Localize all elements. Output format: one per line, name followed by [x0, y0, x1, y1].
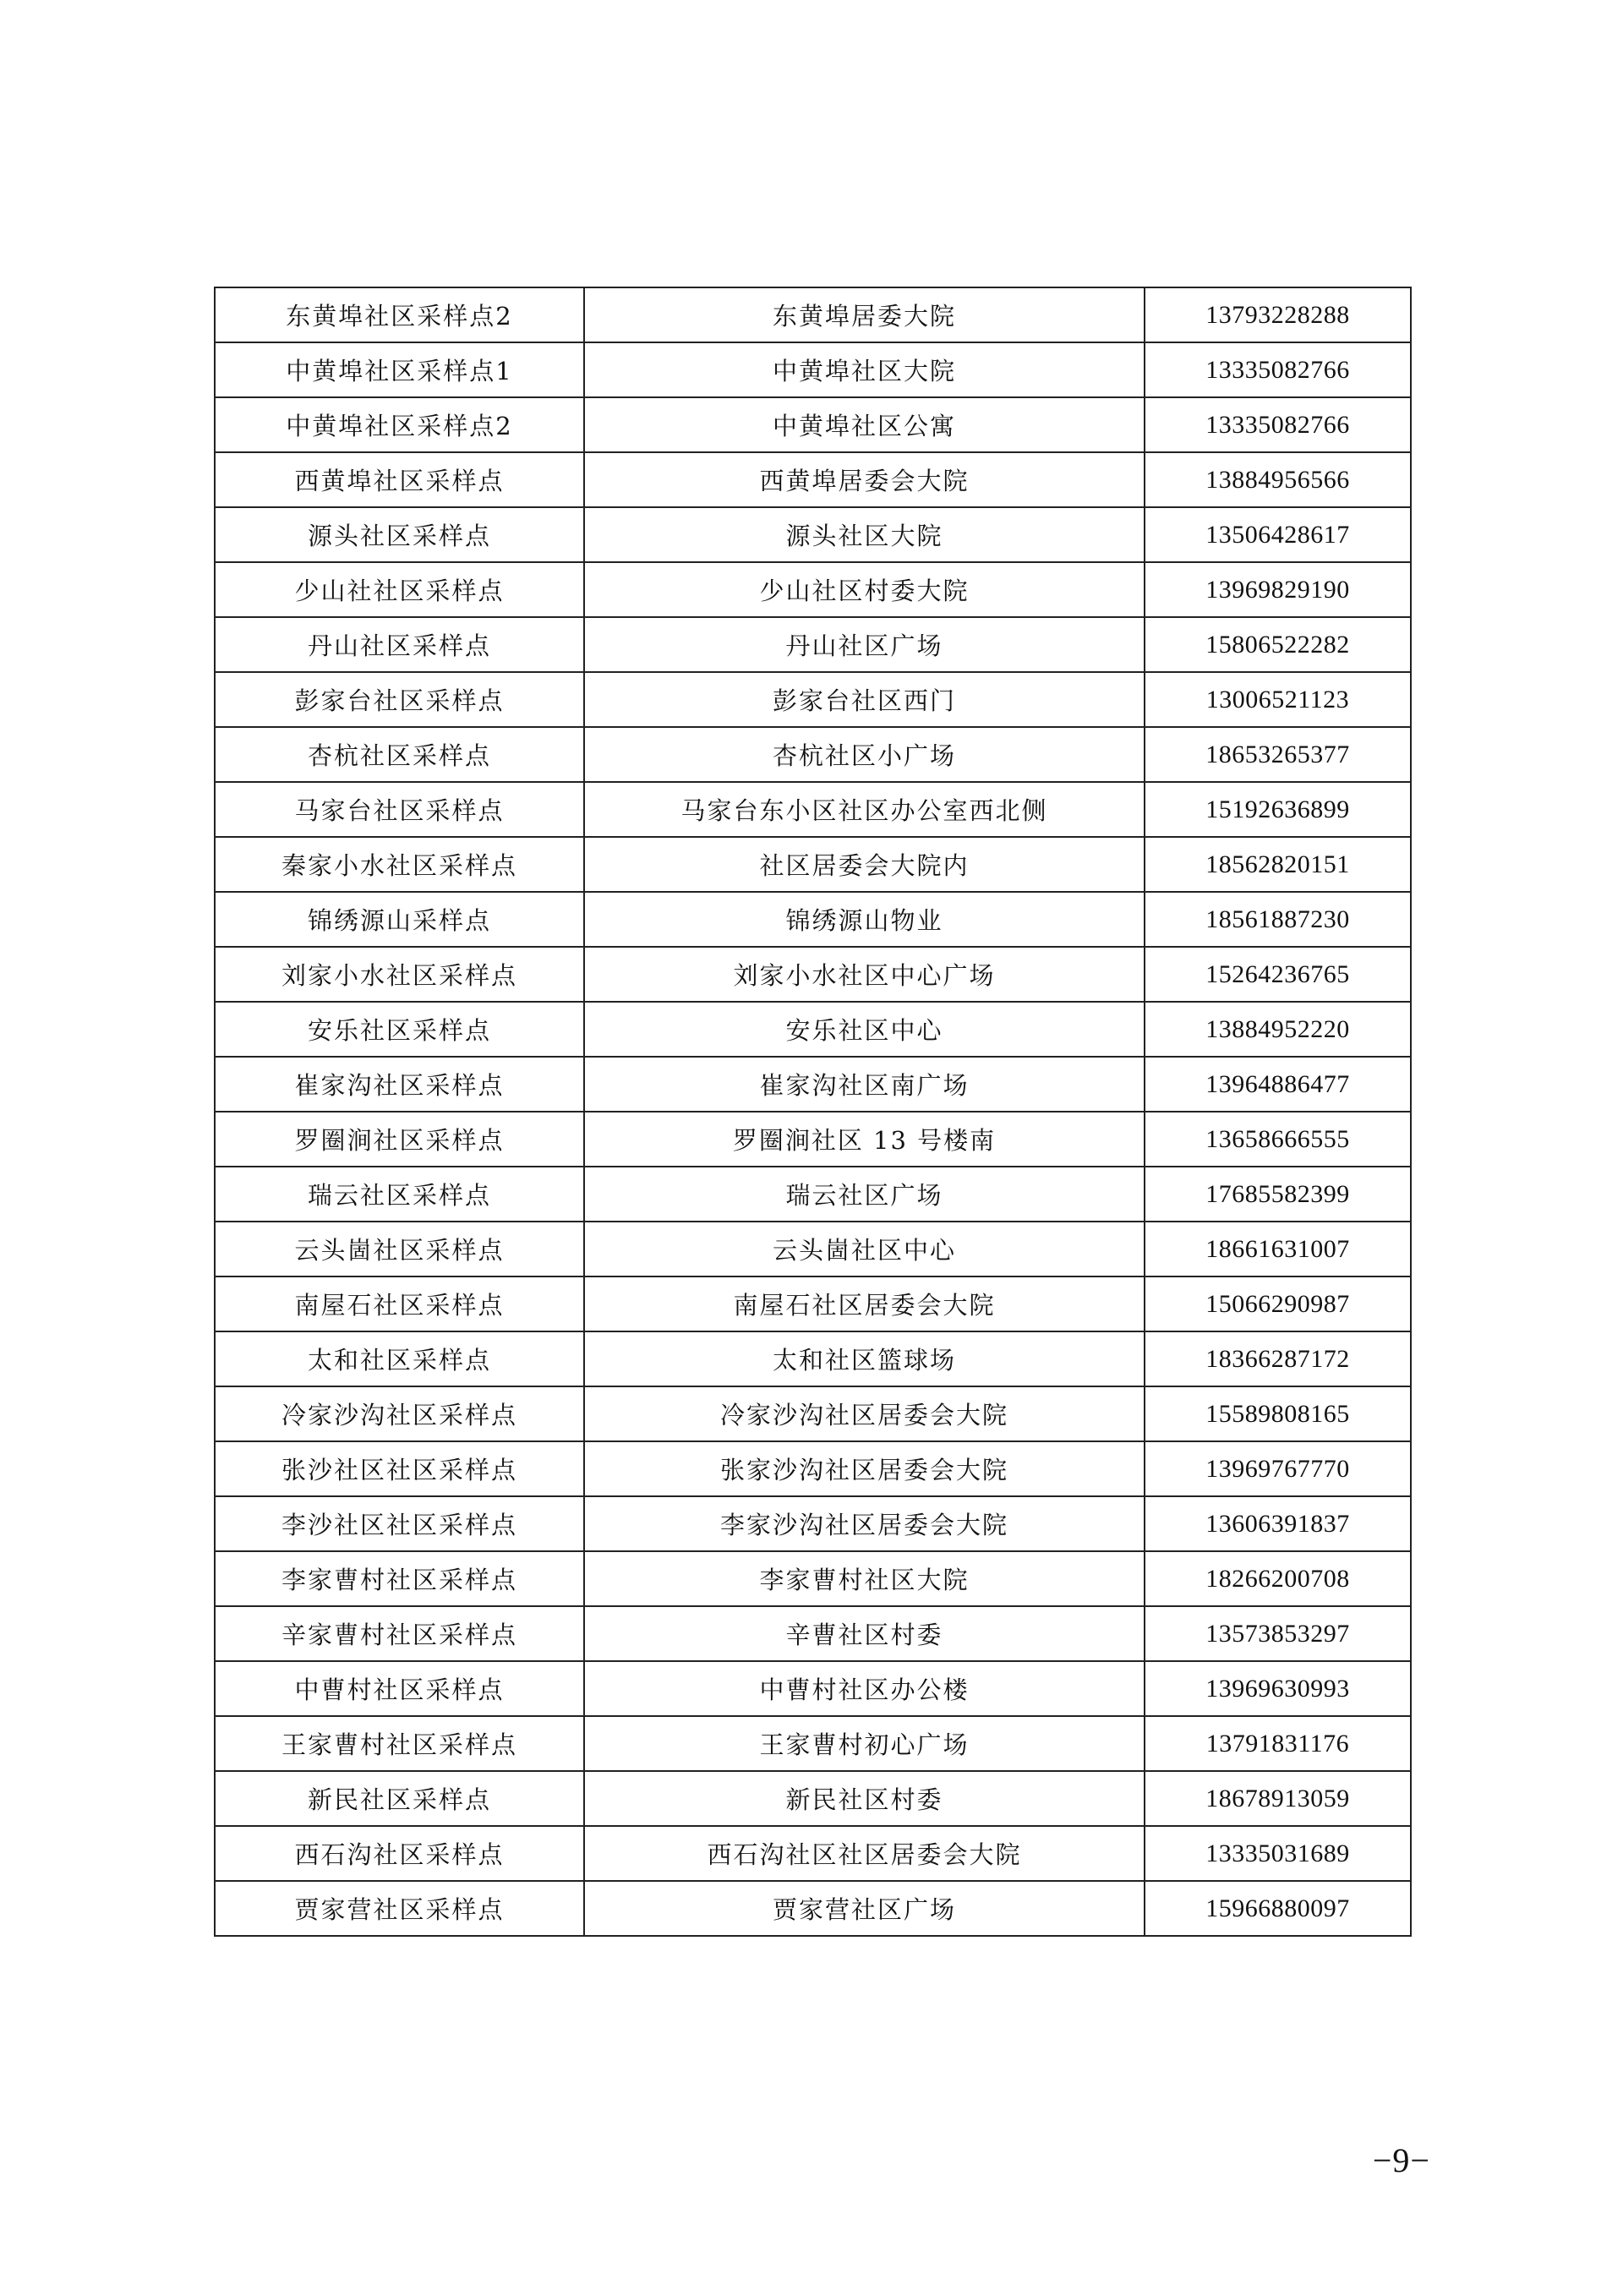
- site-name-cell: 李沙社区社区采样点: [215, 1496, 584, 1551]
- table-row: [215, 727, 1411, 782]
- site-name-cell: 崔家沟社区采样点: [215, 1057, 584, 1112]
- site-name-cell: 南屋石社区采样点: [215, 1276, 584, 1331]
- table-row: [215, 1057, 1411, 1112]
- phone-cell: 18653265377: [1145, 727, 1411, 782]
- site-name-cell: 罗圈涧社区采样点: [215, 1112, 584, 1167]
- phone-cell: 18562820151: [1145, 837, 1411, 892]
- site-name-cell: 新民社区采样点: [215, 1771, 584, 1826]
- table-row: [215, 1661, 1411, 1716]
- phone-cell: 13573853297: [1145, 1606, 1411, 1661]
- table-row: [215, 507, 1411, 562]
- phone-cell: 13506428617: [1145, 507, 1411, 562]
- table-row: [215, 1606, 1411, 1661]
- phone-cell: 18661631007: [1145, 1222, 1411, 1276]
- site-name-cell: 云头崮社区采样点: [215, 1222, 584, 1276]
- site-name-cell: 丹山社区采样点: [215, 617, 584, 672]
- location-cell: 东黄埠居委大院: [584, 287, 1145, 342]
- table-row: [215, 1222, 1411, 1276]
- phone-cell: 18678913059: [1145, 1771, 1411, 1826]
- phone-cell: 13606391837: [1145, 1496, 1411, 1551]
- location-cell: 崔家沟社区南广场: [584, 1057, 1145, 1112]
- table-row: [215, 287, 1411, 342]
- sampling-sites-table: [214, 287, 1412, 1937]
- location-cell: 丹山社区广场: [584, 617, 1145, 672]
- site-name-cell: 安乐社区采样点: [215, 1002, 584, 1057]
- location-cell: 南屋石社区居委会大院: [584, 1276, 1145, 1331]
- table-row: [215, 947, 1411, 1002]
- phone-cell: 18366287172: [1145, 1331, 1411, 1386]
- site-name-cell: 刘家小水社区采样点: [215, 947, 584, 1002]
- location-cell: 源头社区大院: [584, 507, 1145, 562]
- table-row: [215, 1331, 1411, 1386]
- location-cell: 马家台东小区社区办公室西北侧: [584, 782, 1145, 837]
- site-name-cell: 西黄埠社区采样点: [215, 452, 584, 507]
- location-cell: 刘家小水社区中心广场: [584, 947, 1145, 1002]
- site-name-cell: 秦家小水社区采样点: [215, 837, 584, 892]
- phone-cell: 13793228288: [1145, 287, 1411, 342]
- table-row: [215, 562, 1411, 617]
- site-name-cell: 张沙社区社区采样点: [215, 1441, 584, 1496]
- phone-cell: 18561887230: [1145, 892, 1411, 947]
- phone-cell: 15066290987: [1145, 1276, 1411, 1331]
- location-cell: 少山社区村委大院: [584, 562, 1145, 617]
- phone-cell: 15589808165: [1145, 1386, 1411, 1441]
- phone-cell: 13969829190: [1145, 562, 1411, 617]
- phone-cell: 13884956566: [1145, 452, 1411, 507]
- phone-cell: 15264236765: [1145, 947, 1411, 1002]
- location-cell: 太和社区篮球场: [584, 1331, 1145, 1386]
- table-row: [215, 1386, 1411, 1441]
- table-row: [215, 1112, 1411, 1167]
- site-name-cell: 锦绣源山采样点: [215, 892, 584, 947]
- phone-cell: 13884952220: [1145, 1002, 1411, 1057]
- table-row: [215, 1716, 1411, 1771]
- site-name-cell: 源头社区采样点: [215, 507, 584, 562]
- phone-cell: 17685582399: [1145, 1167, 1411, 1222]
- location-cell: 新民社区村委: [584, 1771, 1145, 1826]
- location-cell: 安乐社区中心: [584, 1002, 1145, 1057]
- phone-cell: 13335082766: [1145, 342, 1411, 397]
- location-cell: 杏杭社区小广场: [584, 727, 1145, 782]
- location-cell: 瑞云社区广场: [584, 1167, 1145, 1222]
- table-row: [215, 617, 1411, 672]
- site-name-cell: 中曹村社区采样点: [215, 1661, 584, 1716]
- location-cell: 冷家沙沟社区居委会大院: [584, 1386, 1145, 1441]
- location-cell: 李家沙沟社区居委会大院: [584, 1496, 1145, 1551]
- location-cell: 中黄埠社区大院: [584, 342, 1145, 397]
- site-name-cell: 马家台社区采样点: [215, 782, 584, 837]
- site-name-cell: 冷家沙沟社区采样点: [215, 1386, 584, 1441]
- site-name-cell: 李家曹村社区采样点: [215, 1551, 584, 1606]
- location-cell: 张家沙沟社区居委会大院: [584, 1441, 1145, 1496]
- table-body: [215, 287, 1411, 1936]
- table-row: [215, 1276, 1411, 1331]
- phone-cell: 13335031689: [1145, 1826, 1411, 1881]
- table-row: [215, 782, 1411, 837]
- location-cell: 辛曹社区村委: [584, 1606, 1145, 1661]
- table-row: [215, 452, 1411, 507]
- table-row: [215, 1167, 1411, 1222]
- phone-cell: 15192636899: [1145, 782, 1411, 837]
- site-name-cell: 贾家营社区采样点: [215, 1881, 584, 1936]
- location-cell: 贾家营社区广场: [584, 1881, 1145, 1936]
- location-cell: 中黄埠社区公寓: [584, 397, 1145, 452]
- site-name-cell: 彭家台社区采样点: [215, 672, 584, 727]
- phone-cell: 13964886477: [1145, 1057, 1411, 1112]
- phone-cell: 13006521123: [1145, 672, 1411, 727]
- site-name-cell: 少山社社区采样点: [215, 562, 584, 617]
- location-cell: 罗圈涧社区 13 号楼南: [584, 1112, 1145, 1167]
- table-row: [215, 837, 1411, 892]
- location-cell: 王家曹村初心广场: [584, 1716, 1145, 1771]
- site-name-cell: 东黄埠社区采样点2: [215, 287, 584, 342]
- location-cell: 中曹村社区办公楼: [584, 1661, 1145, 1716]
- site-name-cell: 瑞云社区采样点: [215, 1167, 584, 1222]
- location-cell: 社区居委会大院内: [584, 837, 1145, 892]
- phone-cell: 13791831176: [1145, 1716, 1411, 1771]
- phone-cell: 18266200708: [1145, 1551, 1411, 1606]
- location-cell: 李家曹村社区大院: [584, 1551, 1145, 1606]
- site-name-cell: 辛家曹村社区采样点: [215, 1606, 584, 1661]
- location-cell: 锦绣源山物业: [584, 892, 1145, 947]
- table-row: [215, 892, 1411, 947]
- phone-cell: 15966880097: [1145, 1881, 1411, 1936]
- phone-cell: 13658666555: [1145, 1112, 1411, 1167]
- phone-cell: 13969767770: [1145, 1441, 1411, 1496]
- site-name-cell: 中黄埠社区采样点1: [215, 342, 584, 397]
- table-row: [215, 397, 1411, 452]
- table-row: [215, 1551, 1411, 1606]
- site-name-cell: 王家曹村社区采样点: [215, 1716, 584, 1771]
- table-row: [215, 342, 1411, 397]
- table-row: [215, 1002, 1411, 1057]
- table-row: [215, 1771, 1411, 1826]
- location-cell: 西石沟社区社区居委会大院: [584, 1826, 1145, 1881]
- page-number: −9−: [1372, 2141, 1430, 2179]
- table-row: [215, 1441, 1411, 1496]
- site-name-cell: 西石沟社区采样点: [215, 1826, 584, 1881]
- site-name-cell: 太和社区采样点: [215, 1331, 584, 1386]
- location-cell: 西黄埠居委会大院: [584, 452, 1145, 507]
- location-cell: 彭家台社区西门: [584, 672, 1145, 727]
- site-name-cell: 中黄埠社区采样点2: [215, 397, 584, 452]
- table-row: [215, 1496, 1411, 1551]
- site-name-cell: 杏杭社区采样点: [215, 727, 584, 782]
- phone-cell: 13969630993: [1145, 1661, 1411, 1716]
- table-row: [215, 672, 1411, 727]
- table-row: [215, 1881, 1411, 1936]
- table-row: [215, 1826, 1411, 1881]
- phone-cell: 15806522282: [1145, 617, 1411, 672]
- phone-cell: 13335082766: [1145, 397, 1411, 452]
- location-cell: 云头崮社区中心: [584, 1222, 1145, 1276]
